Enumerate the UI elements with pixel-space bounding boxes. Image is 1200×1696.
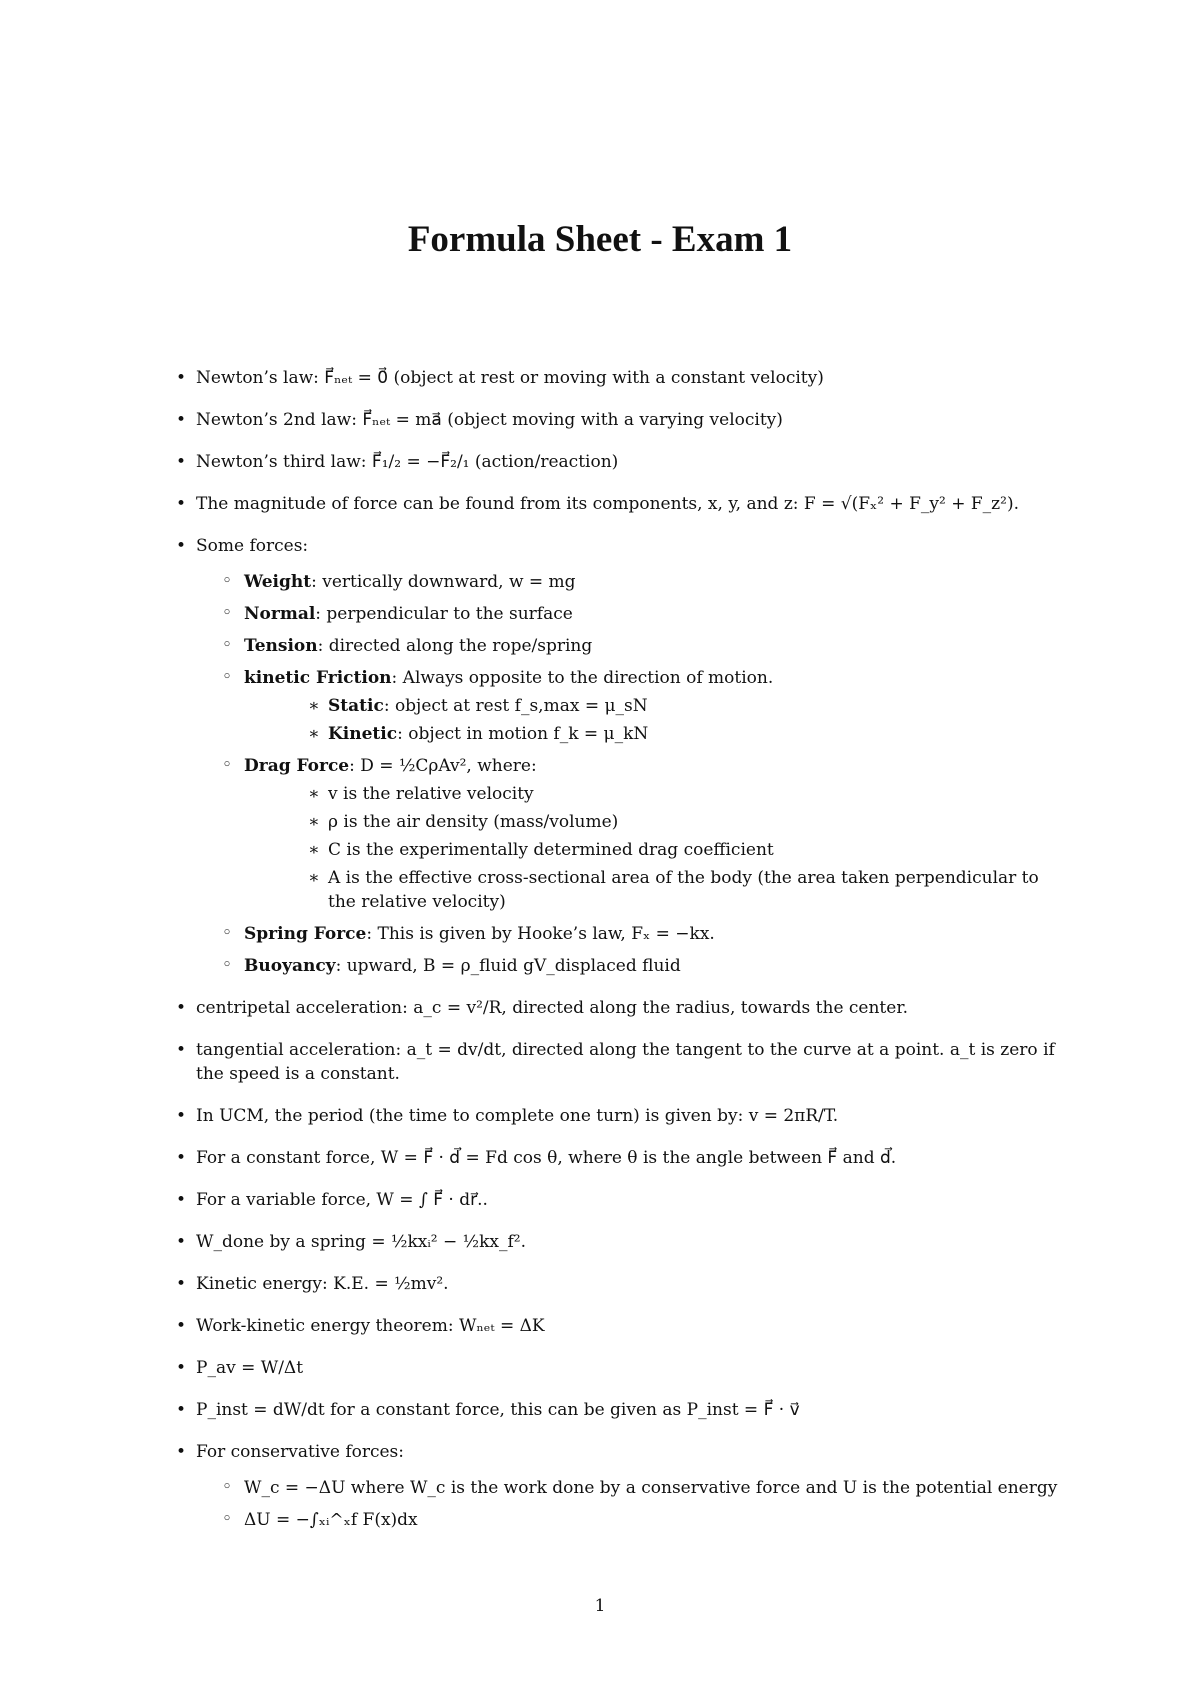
force-desc: : perpendicular to the surface xyxy=(315,604,573,624)
friction-desc: : object at rest f_s,max = μ_sN xyxy=(383,696,648,716)
conservative-item: ◦ ΔU = −∫ₓᵢ^ₓf F(x)dx xyxy=(196,1508,1070,1532)
list-item-label: For conservative forces: xyxy=(196,1442,405,1462)
list-item-conservative xyxy=(170,1440,1070,1532)
list-item: • tangential acceleration: a_t = dv/dt, directed along the tangent to the curve at a point. a_t is zero if the speed is a constant. xyxy=(170,1038,1070,1086)
page-number: 1 xyxy=(594,1596,606,1616)
friction-sublist xyxy=(244,694,1070,746)
friction-name: Static xyxy=(328,696,384,716)
friction-name: Kinetic xyxy=(328,724,398,744)
list-item: • P_inst = dW/dt for a constant force, this can be given as P_inst = F⃗ · v⃗ xyxy=(170,1398,1070,1422)
list-item: • centripetal acceleration: a_c = v²/R, directed along the radius, towards the center. xyxy=(170,996,1070,1020)
friction-item xyxy=(244,694,1070,718)
list-item-label: Some forces: xyxy=(196,536,309,556)
conservative-item: ◦ W_c = −ΔU where W_c is the work done by a conservative force and U is the potential energy xyxy=(196,1476,1070,1500)
force-desc: : D = ½CρAv², where: xyxy=(349,756,537,776)
list-item: • Kinetic energy: K.E. = ½mv². xyxy=(170,1272,1070,1296)
list-item: • P_av = W/Δt xyxy=(170,1356,1070,1380)
force-item xyxy=(196,666,1070,746)
force-item xyxy=(196,954,1070,978)
force-name: Normal xyxy=(244,604,316,624)
list-item: • Work-kinetic energy theorem: Wₙₑₜ = ΔK xyxy=(170,1314,1070,1338)
force-item xyxy=(196,634,1070,658)
forces-sublist xyxy=(196,570,1070,978)
drag-item: ∗ ρ is the air density (mass/volume) xyxy=(244,810,1070,834)
force-name: Spring Force xyxy=(244,924,367,944)
force-name: Drag Force xyxy=(244,756,350,776)
force-desc: : This is given by Hooke’s law, Fₓ = −kx. xyxy=(366,924,715,944)
force-name: Buoyancy xyxy=(244,956,336,976)
force-item xyxy=(196,570,1070,594)
drag-sublist xyxy=(244,782,1070,914)
force-item xyxy=(196,602,1070,626)
force-name: Tension xyxy=(244,636,318,656)
list-item: • Newton’s law: F⃗ₙₑₜ = 0⃗ (object at rest or moving with a constant velocity) xyxy=(170,366,1070,390)
list-item: • For a constant force, W = F⃗ · d⃗ = Fd cos θ, where θ is the angle between F⃗ and d⃗. xyxy=(170,1146,1070,1170)
list-item: • W_done by a spring = ½kxᵢ² − ½kx_f². xyxy=(170,1230,1070,1254)
drag-item: ∗ C is the experimentally determined drag coefficient xyxy=(244,838,1070,862)
force-item xyxy=(196,922,1070,946)
list-item: • For a variable force, W = ∫ F⃗ · dr⃗.. xyxy=(170,1188,1070,1212)
friction-item xyxy=(244,722,1070,746)
drag-item: ∗ v is the relative velocity xyxy=(244,782,1070,806)
list-item: • The magnitude of force can be found from its components, x, y, and z: F = √(Fₓ² + F_y² + F_z²). xyxy=(170,492,1070,516)
drag-item: ∗ A is the effective cross-sectional area of the body (the area taken perpendicular to the relative velocity) xyxy=(244,866,1070,914)
list-item: • In UCM, the period (the time to complete one turn) is given by: v = 2πR/T. xyxy=(170,1104,1070,1128)
force-name: Weight xyxy=(244,572,312,592)
force-desc: : vertically downward, w = mg xyxy=(311,572,576,592)
list-item: • Newton’s 2nd law: F⃗ₙₑₜ = ma⃗ (object moving with a varying velocity) xyxy=(170,408,1070,432)
friction-desc: : object in motion f_k = μ_kN xyxy=(397,724,649,744)
formula-list xyxy=(170,366,1070,1550)
list-item-some-forces xyxy=(170,534,1070,978)
list-item: • Newton’s third law: F⃗₁/₂ = −F⃗₂/₁ (action/reaction) xyxy=(170,450,1070,474)
page-title: Formula Sheet - Exam 1 xyxy=(407,219,793,260)
conservative-sublist xyxy=(196,1476,1070,1532)
force-desc: : directed along the rope/spring xyxy=(317,636,593,656)
force-name: kinetic Friction xyxy=(244,668,392,688)
force-item xyxy=(196,754,1070,914)
force-desc: : upward, B = ρ_fluid gV_displaced fluid xyxy=(335,956,681,976)
force-desc: : Always opposite to the direction of motion. xyxy=(391,668,774,688)
